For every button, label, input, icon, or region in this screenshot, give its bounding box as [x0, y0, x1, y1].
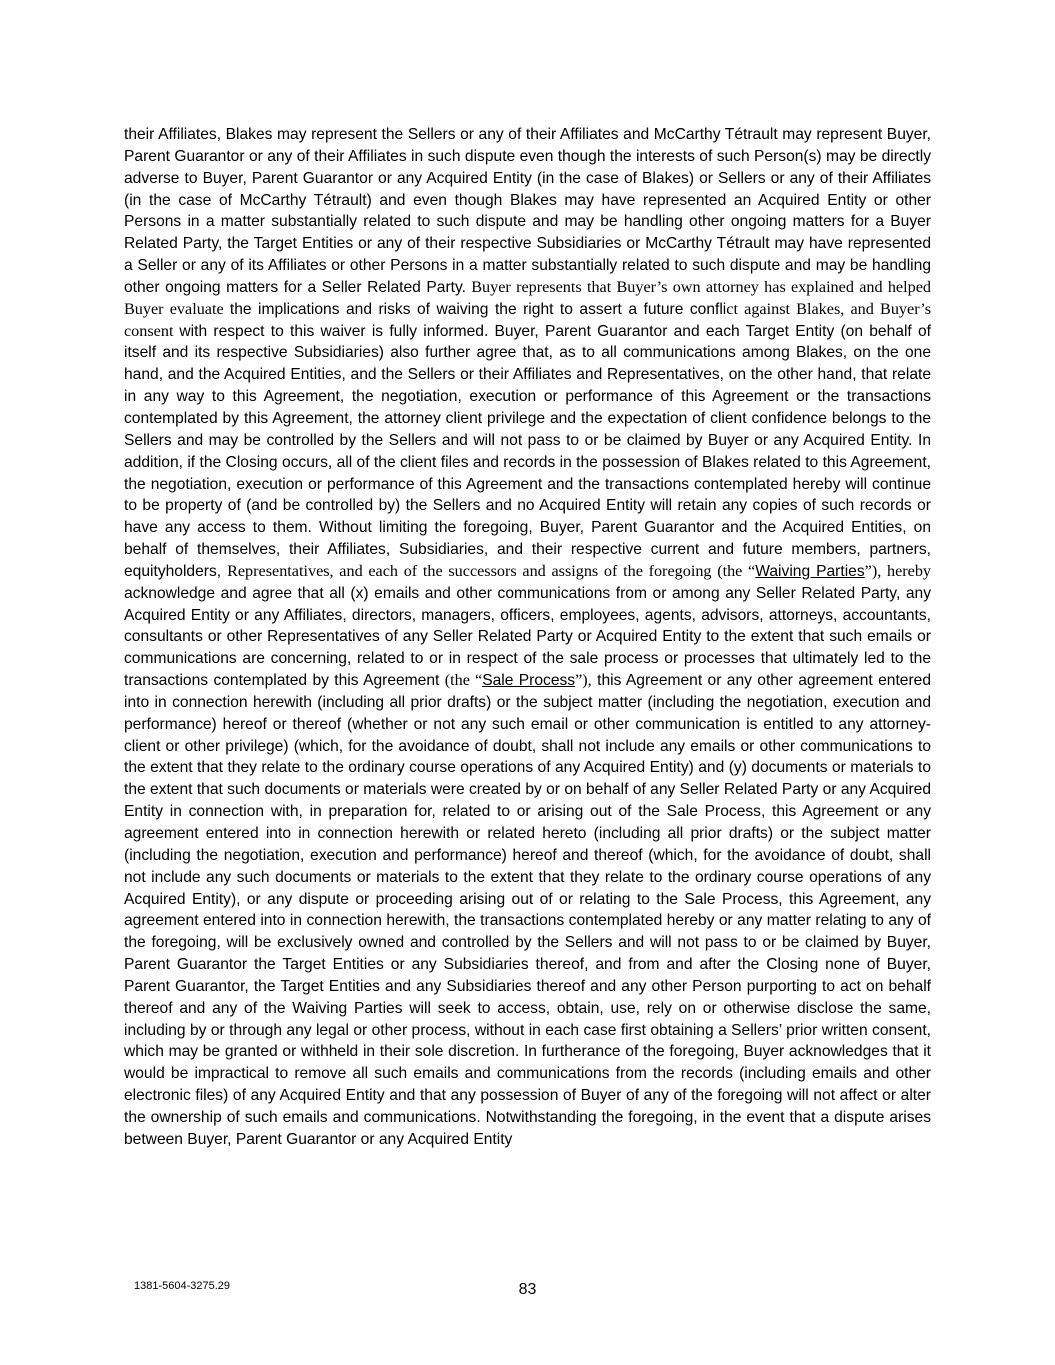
body-text-segment: with respect to this waiver is fully informed. Buyer, Parent Guarantor and each Target Entity (on behalf of itself and its respective Subsidiaries) also further agree that, as to all communications among Blakes, on the one hand, and the Acquired Entities, and the Sellers or their Affiliates and Representatives, on the other hand, that relate in any way to this Agreement, the negotiation, execution or performance of this Agreement or the transactions contemplated by this Agreement, the attorney client privilege and the expectation of client confidence belongs to the Sellers and may be controlled by the Sellers and will not pass to or be claimed by Buyer or any Acquired Entity. In addition, if the Closing occurs, all of the client files and records in the possession of Blakes related to this Agreement, the negotiation, execution or performance of this Agreement and the transactions contemplated hereby will continue to be property of (and be controlled by) the Sellers and no Acquired Entity will retain any copies of such records or have any access to them. Without limiting the foregoing, Buyer, Parent Guarantor and the Acquired Entities, on behalf of themselves, their Affiliates, Subsidiaries, and their respective current and future members, partners, equityholders, — [124, 322, 931, 580]
body-text-segment-serif: ”), — [575, 671, 592, 690]
body-paragraph — [124, 124, 931, 1151]
defined-term-waiving-parties: Waiving Parties — [755, 562, 865, 580]
body-text-segment-serif: ct against Blakes, and Buyer’s consent — [124, 299, 932, 340]
body-text-segment-serif: Representatives, and each of the successors and assigns of the foregoing (the “ — [227, 561, 756, 580]
body-text-segment: this Agreement or any other agreement entered into in connection herewith (including all prior drafts) or the subject matter (including the negotiation, execution and performance) hereof or thereof (whether or not any such email or other communication is entitled to any attorney-client or other privilege) (which, for the avoidance of doubt, shall not include any emails or other communications to the extent that they relate to the ordinary course operations of any Acquired Entity) and (y) documents or materials to the extent that such documents or materials were created by or on behalf of any Seller Related Party or any Acquired Entity in connection with, in preparation for, related to or arising out of the Sale Process, this Agreement or any agreement entered into in connection herewith or related hereto (including all prior drafts) or the subject matter (including the negotiation, execution and performance) hereof and thereof (which, for the avoidance of doubt, shall not include any such documents or materials to the extent that they relate to the ordinary course operations of any Acquired Entity), or any dispute or proceeding arising out of or relating to the Sale Process, this Agreement, any agreement entered into in connection herewith, the transactions contemplated hereby or any matter relating to any of the foregoing, will be exclusively owned and controlled by the Sellers and will not pass to or be claimed by Buyer, Parent Guarantor the Target Entities or any Subsidiaries thereof, and from and after the Closing none of Buyer, Parent Guarantor, the Target Entities and any Subsidiaries thereof and any other Person purporting to act on behalf thereof and any of the Waiving Parties will seek to access, obtain, use, rely on or otherwise disclose the same, including by or through any legal or other process, without in each case first obtaining a Sellers’ prior written consent, which may be granted or withheld in their sole discretion. In furtherance of the foregoing, Buyer acknowledges that it would be impractical to remove all such emails and communications from the records (including emails and other electronic files) of any Acquired Entity and that any possession of Buyer of any of the foregoing will not affect or alter the ownership of such emails and communications. Notwithstanding the foregoing, in the event that a dispute arises between Buyer, Parent Guarantor or any Acquired Entity — [124, 672, 932, 1148]
body-text-segment-serif: ”), hereby — [864, 561, 932, 580]
defined-term-sale-process: Sale Process — [482, 672, 576, 690]
body-text-segment-serif: Buyer represents that Buyer’s own attorney has explained and helped Buyer evaluate — [124, 277, 931, 318]
body-text-segment: the implications and risks of waiving the right to assert a future confli — [229, 300, 727, 318]
body-text-segment-serif: (the “ — [444, 671, 483, 690]
footer-document-id: 1381-5604-3275.29 — [134, 1280, 231, 1292]
body-text-segment: acknowledge and agree that all (x) emails and other communications from or among any Seller Related Party, any Acquired Entity or any Affiliates, directors, managers, officers, employees, agents, advisors, attorneys, accountants, consultants or other Representatives of any Seller Related Party or Acquired Entity to the extent that such emails or communications are concerning, related to or in respect of the sale process or processes that ultimately led to the transactions contemplated by this Agreement — [124, 584, 931, 690]
body-text-segment: their Affiliates, Blakes may represent the Sellers or any of their Affiliates and McCarthy Tétrault may represent Buyer, Parent Guarantor or any of their Affiliates in such dispute even though the interests of such Person(s) may be directly adverse to Buyer, Parent Guarantor or any Acquired Entity (in the case of Blakes) or Sellers or any of their Affiliates (in the case of McCarthy Tétrault) and even though Blakes may have represented an Acquired Entity or other Persons in a matter substantially related to such dispute and may be handling other ongoing matters for a Buyer Related Party, the Target Entities or any of their respective Subsidiaries or McCarthy Tétrault may have represented a Seller or any of its Affiliates or other Persons in a matter substantially related to such dispute and may be handling other ongoing matters for a Seller Related Party. — [124, 126, 931, 296]
page-number: 83 — [518, 1281, 537, 1298]
